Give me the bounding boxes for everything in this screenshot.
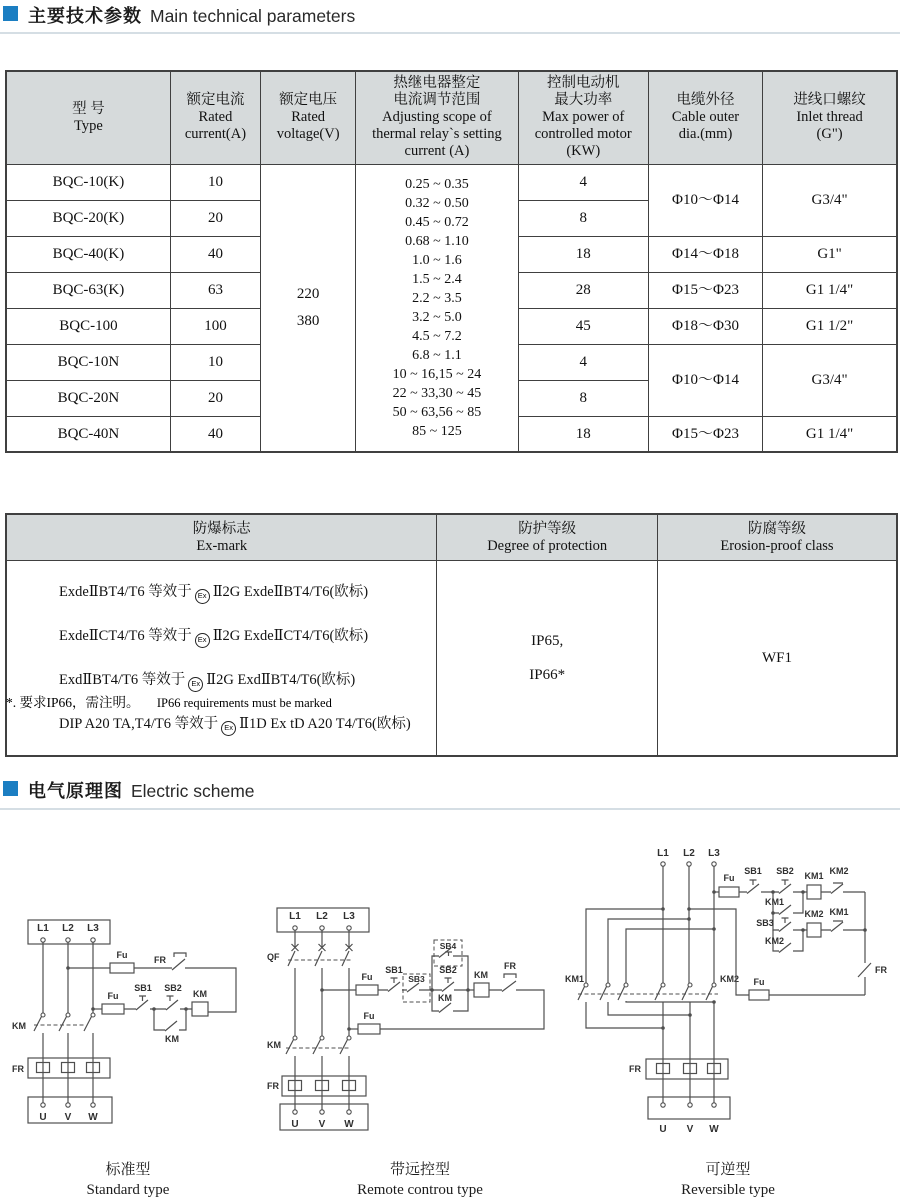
svg-text:KM2: KM2: [720, 974, 740, 984]
svg-text:L3: L3: [708, 848, 720, 859]
caption-zh: 可逆型: [705, 1162, 751, 1178]
svg-text:U: U: [291, 1119, 299, 1130]
contactor-coil: [807, 923, 821, 937]
model-cell: BQC-10N: [6, 344, 170, 380]
section-title-zh: 主要技术参数: [28, 6, 142, 26]
ex-mark-line: [59, 711, 434, 737]
voltage-cell: 220 380: [261, 164, 356, 452]
svg-text:L2: L2: [62, 923, 74, 934]
cable-cell: Φ10～Φ14: [648, 344, 762, 416]
svg-text:V: V: [318, 1119, 326, 1130]
svg-text:SB1: SB1: [744, 866, 762, 876]
svg-text:FR: FR: [12, 1064, 24, 1074]
adjusting-ranges-cell: 0.25 ~ 0.35 0.32 ~ 0.50 0.45 ~ 0.72 0.68 ~ 1.10 1.0 ~ 1.6 1.5 ~ 2.4 2.2 ~ 3.5 3.2 ~ 5.0 4.5 ~ 7.2 6.8 ~ 1.1 10 ~ 16,15 ~ 24 22 ~ 33,30 ~ 45 50 ~ 63,56 ~ 85 85 ~ 125: [356, 164, 518, 452]
ex-mark-icon: Ex: [195, 589, 210, 604]
thread-cell: G1 1/2": [763, 308, 897, 344]
cable-cell: Φ10～Φ14: [648, 164, 762, 236]
contactor-coil: [807, 885, 821, 899]
svg-text:L1: L1: [657, 848, 669, 859]
col-header-protection: 防护等级 Degree of protection: [437, 514, 657, 561]
caption-zh: 带远控型: [389, 1162, 450, 1178]
model-cell: BQC-100: [6, 308, 170, 344]
col-header-max-power: 控制电动机 最大功率 Max power of controlled motor (KW): [518, 71, 648, 164]
model-cell: BQC-40N: [6, 416, 170, 452]
svg-text:Fu: Fu: [116, 950, 128, 960]
svg-text:SB1: SB1: [385, 965, 403, 975]
fuse-symbol: [719, 887, 739, 897]
svg-text:V: V: [686, 1124, 694, 1135]
col-header-type: 型 号 Type: [6, 71, 170, 164]
footnote-zh: 要求IP66，需注明。: [19, 695, 140, 710]
current-cell: 100: [170, 308, 260, 344]
table-row: [6, 164, 897, 200]
svg-text:W: W: [344, 1119, 354, 1130]
col-header-cable-dia: 电缆外径 Cable outer dia.(mm): [648, 71, 762, 164]
svg-text:W: W: [709, 1124, 719, 1135]
section-title: [28, 777, 255, 803]
svg-text:FR: FR: [267, 1081, 279, 1091]
svg-text:KM2: KM2: [765, 936, 785, 946]
footnote-star: *.: [6, 695, 17, 710]
svg-text:Fu: Fu: [753, 977, 765, 987]
caption-en: Reversible type: [681, 1182, 775, 1198]
svg-text:FR: FR: [504, 961, 516, 971]
svg-text:SB3: SB3: [408, 974, 425, 984]
svg-text:FR: FR: [154, 955, 166, 965]
divider: [0, 808, 900, 810]
svg-text:KM: KM: [438, 993, 452, 1003]
svg-text:SB2: SB2: [776, 866, 794, 876]
contactor-coil: [474, 983, 489, 997]
main-parameters-table: [5, 70, 898, 453]
svg-text:SB1: SB1: [134, 983, 152, 993]
svg-text:KM: KM: [12, 1021, 26, 1031]
svg-text:QF: QF: [267, 952, 280, 962]
svg-text:FR: FR: [629, 1064, 641, 1074]
ex-line-pre: ExdⅡBT4/T6 等效于: [59, 672, 186, 688]
svg-text:KM1: KM1: [565, 974, 585, 984]
ex-mark-icon: Ex: [221, 721, 236, 736]
svg-text:FR: FR: [875, 965, 887, 975]
model-cell: BQC-40(K): [6, 236, 170, 272]
fuse-symbol: [110, 963, 134, 973]
current-cell: 40: [170, 236, 260, 272]
svg-text:W: W: [88, 1112, 98, 1123]
divider: [0, 32, 900, 34]
svg-text:U: U: [39, 1112, 47, 1123]
svg-text:KM: KM: [193, 989, 207, 999]
table-row: [6, 561, 897, 757]
cable-cell: Φ15～Φ23: [648, 416, 762, 452]
ex-line-post: Ⅱ1D Ex tD A20 T4/T6(欧标): [239, 716, 411, 732]
ex-mark-icon: Ex: [188, 677, 203, 692]
current-cell: 63: [170, 272, 260, 308]
cable-cell: Φ14～Φ18: [648, 236, 762, 272]
svg-text:V: V: [64, 1112, 72, 1123]
svg-text:KM: KM: [165, 1034, 179, 1044]
thread-cell: G1 1/4": [763, 416, 897, 452]
col-header-adjusting-scope: 热继电器整定 电流调节范围 Adjusting scope of thermal relay`s setting current (A): [356, 71, 518, 164]
reversible-type-circuit-diagram: [563, 845, 898, 1157]
footnote: [6, 691, 332, 711]
svg-text:L1: L1: [289, 911, 301, 922]
svg-text:L3: L3: [343, 911, 355, 922]
blue-square-bullet-icon: [3, 781, 18, 796]
thermal-relay-box: [646, 1059, 728, 1079]
caption-reversible-type: [560, 1160, 896, 1200]
motor-terminal-box: [648, 1097, 730, 1119]
svg-text:KM: KM: [267, 1040, 281, 1050]
model-cell: BQC-63(K): [6, 272, 170, 308]
svg-text:Fu: Fu: [723, 873, 735, 883]
caption-en: Standard type: [86, 1182, 170, 1198]
svg-text:L2: L2: [316, 911, 328, 922]
model-cell: BQC-20(K): [6, 200, 170, 236]
svg-text:L1: L1: [37, 923, 49, 934]
svg-text:KM1: KM1: [765, 897, 785, 907]
ex-line-pre: DIP A20 TA,T4/T6 等效于: [59, 716, 219, 732]
fuse-symbol: [102, 1004, 124, 1014]
svg-text:SB2: SB2: [439, 965, 457, 975]
section-title-en: Main technical parameters: [150, 6, 356, 26]
power-cell: 4: [518, 344, 648, 380]
current-cell: 20: [170, 380, 260, 416]
svg-text:Fu: Fu: [361, 972, 373, 982]
power-cell: 45: [518, 308, 648, 344]
power-cell: 4: [518, 164, 648, 200]
current-cell: 40: [170, 416, 260, 452]
current-cell: 10: [170, 164, 260, 200]
fuse-symbol: [358, 1024, 380, 1034]
protection-table: [5, 513, 898, 757]
svg-text:Fu: Fu: [107, 991, 119, 1001]
fuse-symbol: [356, 985, 378, 995]
svg-text:KM2: KM2: [804, 909, 824, 919]
svg-text:KM: KM: [474, 970, 488, 980]
ex-line-pre: ExdeⅡBT4/T6 等效于: [59, 584, 192, 600]
section-title-en: Electric scheme: [131, 781, 255, 801]
remote-control-type-circuit-diagram: [262, 898, 562, 1160]
blue-square-bullet-icon: [3, 6, 18, 21]
model-cell: BQC-10(K): [6, 164, 170, 200]
standard-type-circuit-diagram: [8, 912, 248, 1160]
svg-text:KM1: KM1: [804, 871, 824, 881]
ex-line-pre: ExdeⅡCT4/T6 等效于: [59, 628, 192, 644]
protection-value-cell: IP65, IP66*: [437, 561, 657, 757]
svg-text:L2: L2: [683, 848, 695, 859]
caption-zh: 标准型: [105, 1162, 151, 1178]
footnote-en: IP66 requirements must be marked: [156, 696, 332, 710]
cable-cell: Φ15～Φ23: [648, 272, 762, 308]
section-main-parameters-heading: [0, 2, 900, 32]
power-cell: 8: [518, 380, 648, 416]
col-header-inlet-thread: 进线口螺纹 Inlet thread (G"): [763, 71, 897, 164]
caption-en: Remote controu type: [357, 1182, 483, 1198]
power-cell: 18: [518, 236, 648, 272]
caption-remote-type: [270, 1160, 570, 1200]
power-cell: 8: [518, 200, 648, 236]
svg-text:SB3: SB3: [756, 918, 774, 928]
thread-cell: G3/4": [763, 344, 897, 416]
thread-cell: G3/4": [763, 164, 897, 236]
contactor-coil: [192, 1002, 208, 1016]
power-cell: 28: [518, 272, 648, 308]
svg-text:KM2: KM2: [829, 866, 849, 876]
col-header-ex-mark: 防爆标志 Ex-mark: [6, 514, 437, 561]
thread-cell: G1": [763, 236, 897, 272]
thermal-relay-box: [28, 1058, 110, 1078]
current-cell: 20: [170, 200, 260, 236]
ex-mark-line: [59, 579, 434, 605]
erosion-value-cell: WF1: [657, 561, 897, 757]
model-cell: BQC-20N: [6, 380, 170, 416]
ex-mark-line: [59, 667, 434, 693]
thread-cell: G1 1/4": [763, 272, 897, 308]
svg-text:U: U: [659, 1124, 667, 1135]
ex-mark-icon: Ex: [195, 633, 210, 648]
col-header-rated-voltage: 额定电压 Rated voltage(V): [261, 71, 356, 164]
table-header-row: [6, 71, 897, 164]
section-electric-scheme-heading: [0, 777, 900, 807]
col-header-rated-current: 额定电流 Rated current(A): [170, 71, 260, 164]
svg-text:KM1: KM1: [829, 907, 849, 917]
col-header-erosion: 防腐等级 Erosion-proof class: [657, 514, 897, 561]
ex-mark-cell: [6, 561, 437, 757]
svg-text:SB2: SB2: [164, 983, 182, 993]
table-header-row: [6, 514, 897, 561]
ex-line-post: Ⅱ2G ExdⅡBT4/T6(欧标): [206, 672, 356, 688]
svg-text:Fu: Fu: [363, 1011, 375, 1021]
section-title-zh: 电气原理图: [28, 781, 123, 801]
ex-line-post: Ⅱ2G ExdeⅡBT4/T6(欧标): [212, 584, 369, 600]
svg-text:SB4: SB4: [439, 941, 457, 951]
fuse-symbol: [749, 990, 769, 1000]
svg-text:L3: L3: [87, 923, 99, 934]
ex-mark-line: [59, 623, 434, 649]
current-cell: 10: [170, 344, 260, 380]
cable-cell: Φ18～Φ30: [648, 308, 762, 344]
power-cell: 18: [518, 416, 648, 452]
caption-standard-type: [8, 1160, 248, 1200]
ex-line-post: Ⅱ2G ExdeⅡCT4/T6(欧标): [212, 628, 369, 644]
section-title: [28, 2, 355, 28]
